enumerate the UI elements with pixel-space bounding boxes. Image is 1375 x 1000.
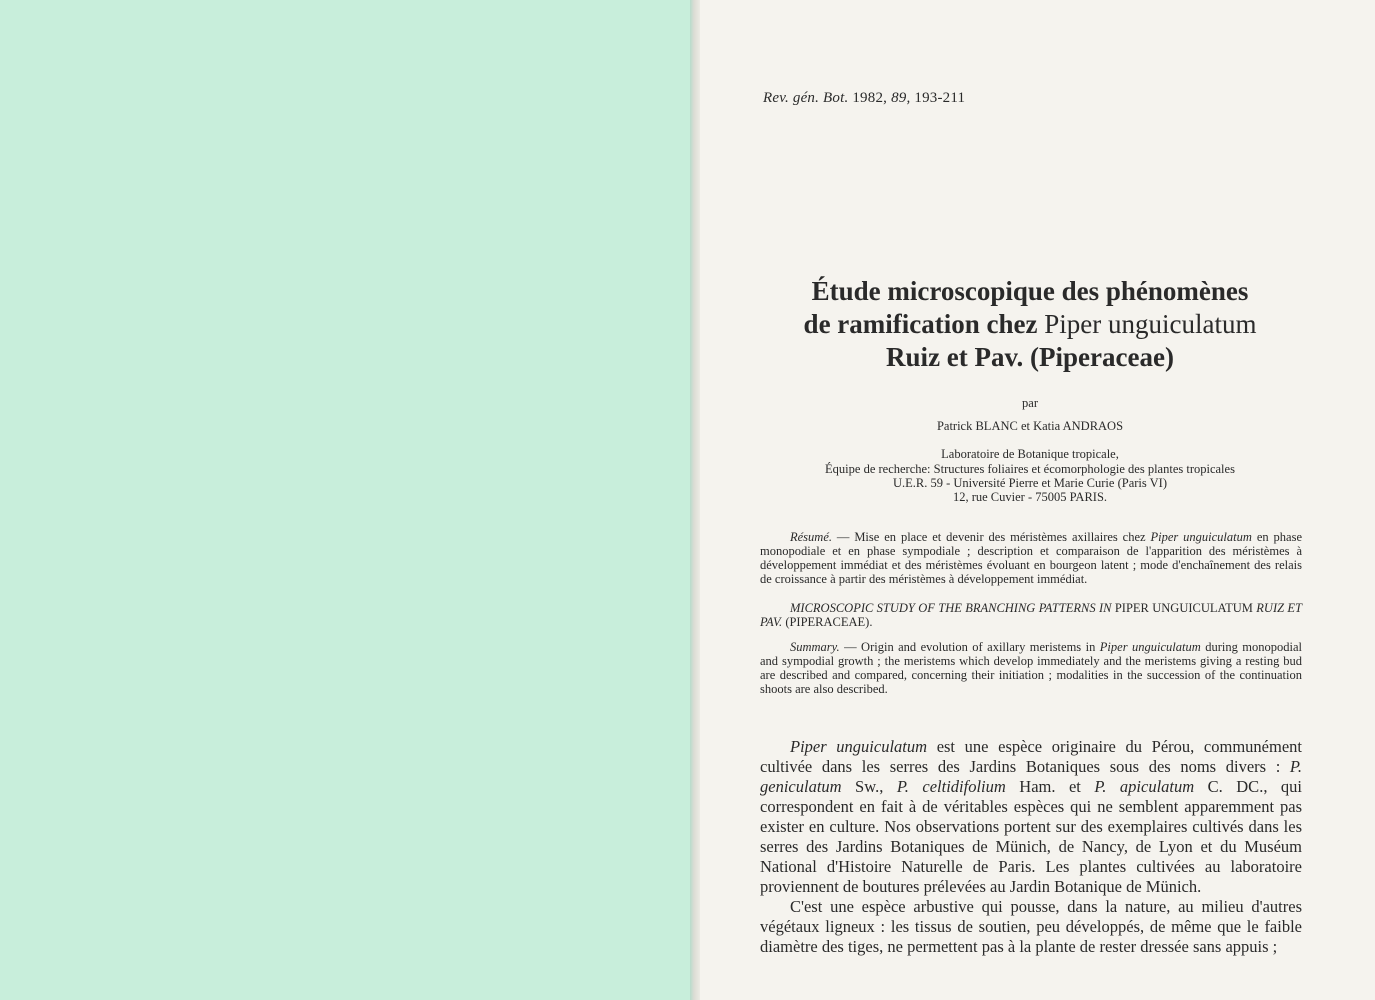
journal-name: Rev. gén. Bot.: [763, 90, 849, 106]
english-title-part-2: PIPER UNGUICULATUM: [1111, 601, 1257, 615]
resume-species: Piper unguiculatum: [1150, 530, 1252, 544]
book-gutter: [690, 0, 700, 1000]
summary-paragraph: [760, 640, 1302, 696]
journal-volume: 89,: [891, 90, 911, 106]
title-species: Piper unguiculatum: [1044, 309, 1257, 339]
english-title-part-4: (PIPERACEAE).: [782, 615, 873, 629]
summary-text-2: during monopodial and sympodial growth ; the meristems which develop immediately and the meristems giving a resting bud are described and compared, concerning their initiation ; modalities in the succession of the continuation shoots are also described.: [760, 640, 1302, 696]
affiliation-line-4: 12, rue Cuvier - 75005 PARIS.: [952, 490, 1108, 504]
resume-paragraph: [760, 530, 1302, 586]
affiliation-line-2: Équipe de recherche: Structures foliaires et écomorphologie des plantes tropicales: [825, 462, 1235, 476]
body-text-c: Ham. et: [1005, 777, 1095, 796]
journal-citation: [763, 90, 965, 107]
body-text-d: C. DC., qui correspondent en fait à de véritables espèces qui ne semblent apparemment pas exister en culture. Nos observations portent sur des exemplaires cultivés dans les serres des Jardins Botaniques de Münich, de Nancy, de Lyon et du Muséum National d'Histoire Naturelle de Paris. Les plantes cultivées au laboratoire proviennent de boutures prélevées au Jardin Botanique de Münich.: [760, 777, 1303, 896]
summary-label: Summary.: [790, 640, 840, 654]
synonym-3: P. apiculatum: [1094, 777, 1195, 796]
body-text-b: Sw.,: [841, 777, 897, 796]
summary-text-1: — Origin and evolution of axillary meristems in: [839, 640, 1100, 654]
synonym-1: P. geniculatum: [760, 757, 1302, 796]
par-label: par: [1022, 396, 1038, 410]
title-line-2: [730, 309, 1330, 339]
title-line-2-bold: de ramification chez: [803, 309, 1038, 339]
title-line-1: Étude microscopique des phénomènes: [811, 276, 1249, 306]
body-paragraph-2: C'est une espèce arbustive qui pousse, dans la nature, au milieu d'autres végétaux ligneux : les tissus de soutien, peu développés, de même que le faible diamètre des tiges, ne permettent pas à la plante de rester dressée sans appuis ;: [760, 897, 1302, 956]
body-paragraph-1: [760, 737, 1302, 897]
english-title-part-3: RUIZ ET PAV.: [760, 601, 1302, 629]
resume-text-2: en phase monopodiale et en phase sympodiale ; description et comparaison de l'apparition des méristèmes à développement immédiat et des méristèmes évoluant en bourgeon latent ; mode d'enchaînement des relais de croissance à partir des méristèmes à développement immédiat.: [760, 530, 1303, 586]
authors: Patrick BLANC et Katia ANDRAOS: [936, 419, 1124, 433]
journal-pages: 193-211: [914, 90, 966, 106]
resume-text-1: — Mise en place et devenir des méristèmes axillaires chez: [832, 530, 1151, 544]
affiliation-line-1: Laboratoire de Botanique tropicale,: [941, 447, 1119, 461]
body-species: Piper unguiculatum: [790, 737, 928, 756]
journal-year: 1982,: [852, 90, 888, 106]
body-text-a: est une espèce originaire du Pérou, communément cultivée dans les serres des Jardins Botaniques sous des noms divers :: [760, 737, 1302, 776]
resume-label: Résumé.: [790, 530, 832, 544]
english-title: [760, 601, 1302, 629]
summary-species: Piper unguiculatum: [1099, 640, 1201, 654]
english-title-part-1: MICROSCOPIC STUDY OF THE BRANCHING PATTERNS IN: [790, 601, 1112, 615]
affiliation-line-3: U.E.R. 59 - Université Pierre et Marie Curie (Paris VI): [892, 476, 1167, 490]
title-line-3: Ruiz et Pav. (Piperaceae): [886, 342, 1174, 372]
synonym-2: P. celtidifolium: [896, 777, 1006, 796]
